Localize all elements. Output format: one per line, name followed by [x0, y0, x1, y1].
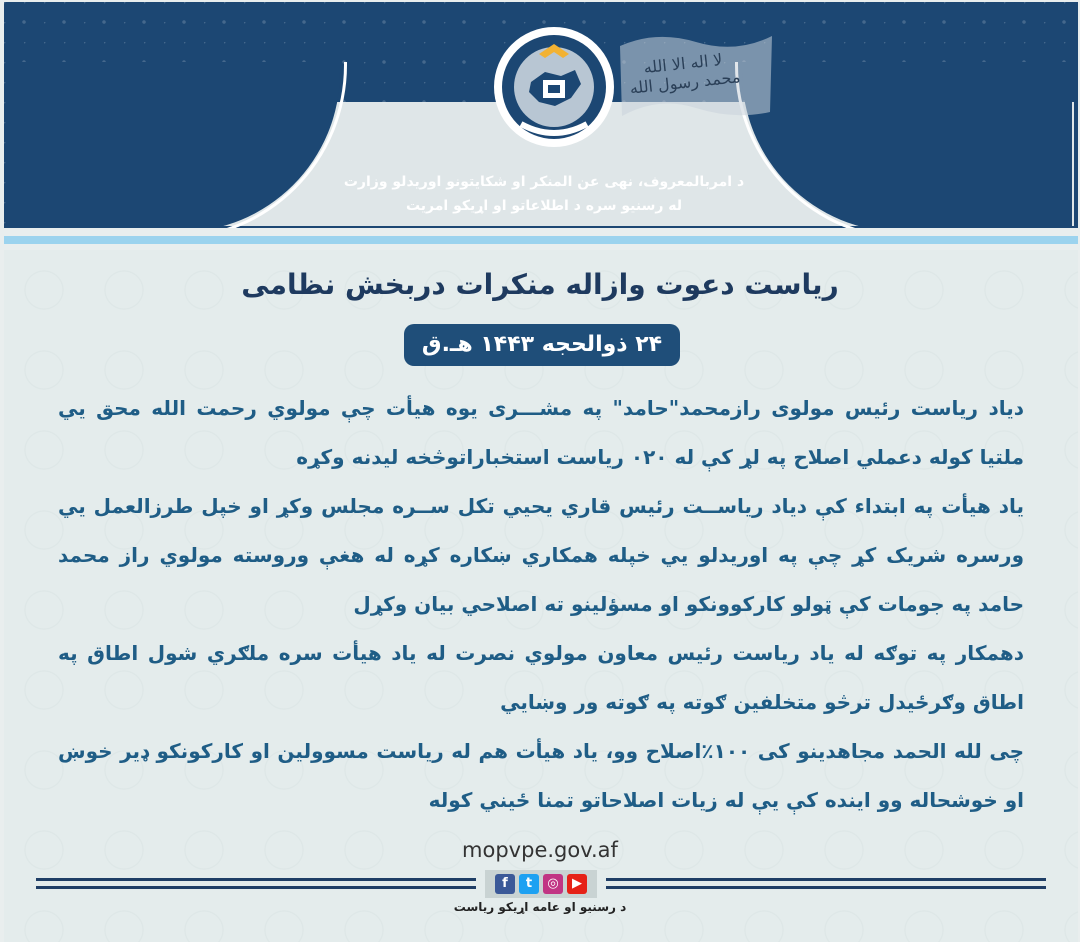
- divider-bar: [4, 236, 1078, 244]
- footer-rule-right: [606, 878, 1046, 881]
- youtube-icon[interactable]: ▶: [567, 874, 587, 894]
- footer-caption: د رسنیو او عامه اړیکو ریاست: [453, 900, 627, 914]
- article-body: [58, 384, 1024, 825]
- social-links: [485, 870, 597, 898]
- ministry-emblem-icon: [491, 24, 617, 150]
- flag-inscription: لا اله الا الله محمد رسول الله: [628, 49, 742, 98]
- footer-rule-left: [36, 878, 476, 881]
- directorate-name: له رسنیو سره د اطلاعاتو او اړیکو امریت: [405, 198, 683, 214]
- footer-rule-left-2: [36, 886, 476, 889]
- footer-rule-right-2: [606, 886, 1046, 889]
- paragraph: دیاد ریاست رئیس مولوی رازمحمد"حامد" په مشـــری یوه هیأت چې مولوي رحمت الله محق یي ملتیا کوله دعملي اصلاح په لړ کې له ۰۲۰ ریاست استخباراتوڅخه لیدنه وکړه: [58, 396, 1024, 469]
- header-banner: [4, 2, 1078, 228]
- website-link[interactable]: mopvpe.gov.af: [462, 838, 618, 862]
- twitter-icon[interactable]: t: [519, 874, 539, 894]
- facebook-icon[interactable]: f: [495, 874, 515, 894]
- paragraph: یاد هیأت په ابتداء کې دیاد ریاســت رئیس قاري یحیي تکل ســره مجلس وکړ او خپل طرزالعمل یي ورسره شریک کړ چې په اوریدلو یي خپله همکاري ښکاره کړه له هغې وروسته مولوي راز محمد حامد په جومات کې ټولو کارکوونکو او مسؤلینو ته اصلاحي بیان وکړل: [58, 494, 1024, 616]
- paragraph: دهمکار په توګه له یاد ریاست رئیس معاون مولوي نصرت له یاد هیأت سره ملګري شول اطاق په اطاق وګرځیدل ترڅو متخلفین ګوته په ګوته ور وښایي: [58, 641, 1024, 714]
- instagram-icon[interactable]: ◎: [543, 874, 563, 894]
- date-badge: ۲۴ ذوالحجه ۱۴۴۳ هـ.ق: [404, 324, 680, 366]
- paragraph: چی لله الحمد مجاهدینو کی ۱۰۰٪اصلاح وو، یاد هیأت هم له ریاست مسوولین او کارکونکو ډیر خوښ او خوشحاله وو اینده کې یې له زیات اصلاحاتو تمنا ځیني کوله: [58, 739, 1024, 812]
- ministry-name: د امربالمعروف، نهی عن المنکر او شکایتونو اوریدلو وزارت: [343, 174, 745, 190]
- ministry-caption: [324, 170, 764, 218]
- page-title: ریاست دعوت وازاله منکرات دربخش نظامی: [241, 268, 839, 301]
